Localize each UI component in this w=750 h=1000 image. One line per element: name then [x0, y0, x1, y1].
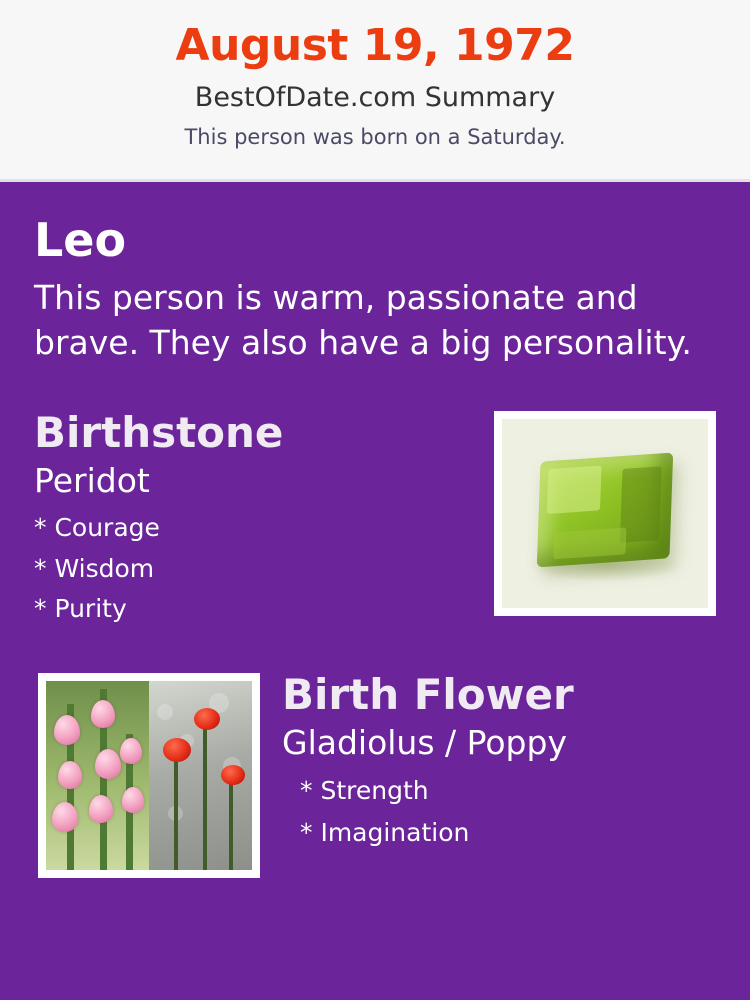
zodiac-description: This person is warm, passionate and brave. They also have a big personality. [34, 278, 692, 362]
gladiolus-poppy-icon [46, 681, 252, 870]
birthflower-name: Gladiolus / Poppy [282, 723, 567, 763]
content-area [0, 213, 750, 883]
birthflower-trait: * Strength [300, 776, 429, 806]
birthstone-section [34, 408, 716, 641]
birthstone-image [494, 411, 716, 616]
page-title: August 19, 1972 [175, 20, 575, 71]
header [0, 0, 750, 182]
birthstone-trait: * Wisdom [34, 553, 155, 583]
birthflower-text [282, 670, 716, 847]
birthstone-text [34, 408, 464, 624]
zodiac-sign-title: Leo [34, 213, 127, 267]
birthstone-title: Birthstone [34, 408, 284, 458]
birthstone-trait: * Purity [34, 594, 127, 624]
birthflower-title: Birth Flower [282, 670, 574, 720]
birthflower-image [38, 673, 260, 878]
birthstone-trait: * Courage [34, 513, 160, 543]
birth-day-note: This person was born on a Saturday. [184, 124, 566, 149]
site-subtitle: BestOfDate.com Summary [194, 82, 556, 114]
birthstone-name: Peridot [34, 461, 150, 501]
peridot-gemstone-icon [502, 419, 708, 608]
birthflower-trait: * Imagination [300, 817, 470, 847]
birthflower-section [34, 670, 716, 883]
